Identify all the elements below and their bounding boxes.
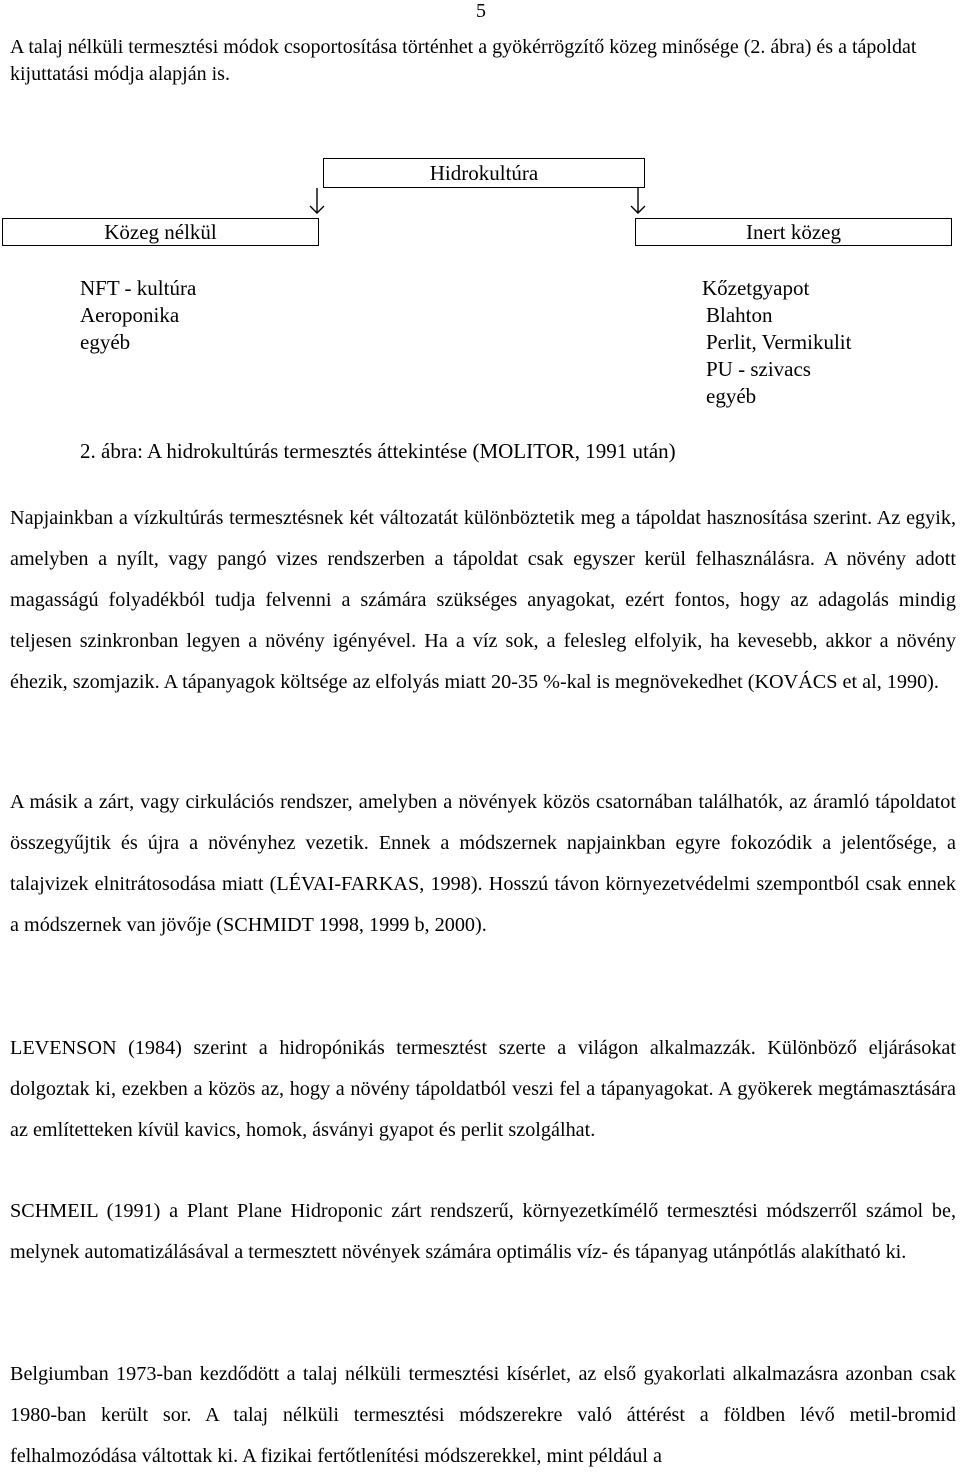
list-item: PU - szivacs [706, 357, 811, 381]
body-paragraph: Napjainkban a vízkultúrás termesztésnek két változatát különböztetik meg a tápoldat hasznosítása szerint. Az egyik, amelyben a nyílt, vagy pangó vizes rendszerben a tápoldat csak egyszer kerül felhasználásra. A növény adott magasságú folyadékból tudja felvenni a számára szükséges anyagokat, ezért fontos, hogy az adagolás mindig teljesen szinkronban legyen a növény igényével. Ha a víz sok, a felesleg elfolyik, ha kevesebb, akkor a növény éhezik, szomjazik. A tápanyagok költsége az elfolyás miatt 20-35 %-kal is megnövekedhet (KOVÁCS et al, 1990). [10, 507, 956, 693]
body-paragraph: A másik a zárt, vagy cirkulációs rendszer, amelyben a növények közös csatornában találhatók, az áramló tápoldatot összegyűjtik és újra a növényhez vezetik. Ennek a módszernek napjainkban egyre fokozódik a jelentősége, a talajvizek elnitrátosodása miatt (LÉVAI-FARKAS, 1998). Hosszú távon környezetvédelmi szempontból csak ennek a módszernek van jövője (SCHMIDT 1998, 1999 b, 2000). [10, 791, 956, 936]
list-item: Blahton [706, 303, 773, 327]
list-item: Perlit, Vermikulit [706, 330, 852, 354]
list-item: Aeroponika [80, 303, 180, 327]
diagram-right-title: Inert közeg [745, 219, 842, 244]
diagram-root-box [323, 158, 645, 188]
intro-paragraph: A talaj nélküli termesztési módok csoportosítása történhet a gyökérrögzítő közeg minősége (2. ábra) és a tápoldat kijuttatási módja alapján is. [10, 36, 917, 85]
body-paragraph: Belgiumban 1973-ban kezdődött a talaj nélküli termesztési kísérlet, az első gyakorlati alkalmazásra azonban csak 1980-ban került sor. A talaj nélküli termesztési módszerekre való áttérést a földben lévő metil-bromid felhalmozódása váltottak ki. A fizikai fertőtlenítési módszerekkel, mint például a [10, 1363, 956, 1467]
diagram-left-title: Közeg nélkül [104, 219, 217, 244]
diagram-right-box [635, 218, 952, 246]
diagram-root-label: Hidrokultúra [429, 160, 539, 185]
list-item: egyéb [706, 384, 757, 408]
diagram-right-list [702, 275, 851, 410]
body-paragraph: LEVENSON (1984) szerint a hidropónikás termesztést szerte a világon alkalmazzák. Különböző eljárásokat dolgoztak ki, ezekben a közös az, hogy a növény tápoldatból veszi fel a tápanyagokat. A gyökerek megtámasztására az említetteken kívül kavics, homok, ásványi gyapot és perlit szolgálhat. [10, 1037, 956, 1141]
list-item: Kőzetgyapot [702, 276, 810, 300]
body-paragraph: SCHMEIL (1991) a Plant Plane Hidroponic zárt rendszerű, környezetkímélő termesztési módszerről számol be, melynek automatizálásával a termesztett növények számára optimális víz- és tápanyag utánpótlás alakítható ki. [10, 1200, 956, 1263]
page-number: 5 [476, 0, 486, 22]
figure-caption: 2. ábra: A hidrokultúrás termesztés áttekintése (MOLITOR, 1991 után) [80, 439, 676, 463]
diagram-left-box [2, 218, 319, 246]
arrow-down-left-icon [306, 186, 328, 216]
list-item: egyéb [80, 330, 131, 354]
list-item: NFT - kultúra [80, 276, 197, 300]
diagram-left-list [80, 275, 196, 356]
arrow-down-right-icon [627, 186, 649, 216]
